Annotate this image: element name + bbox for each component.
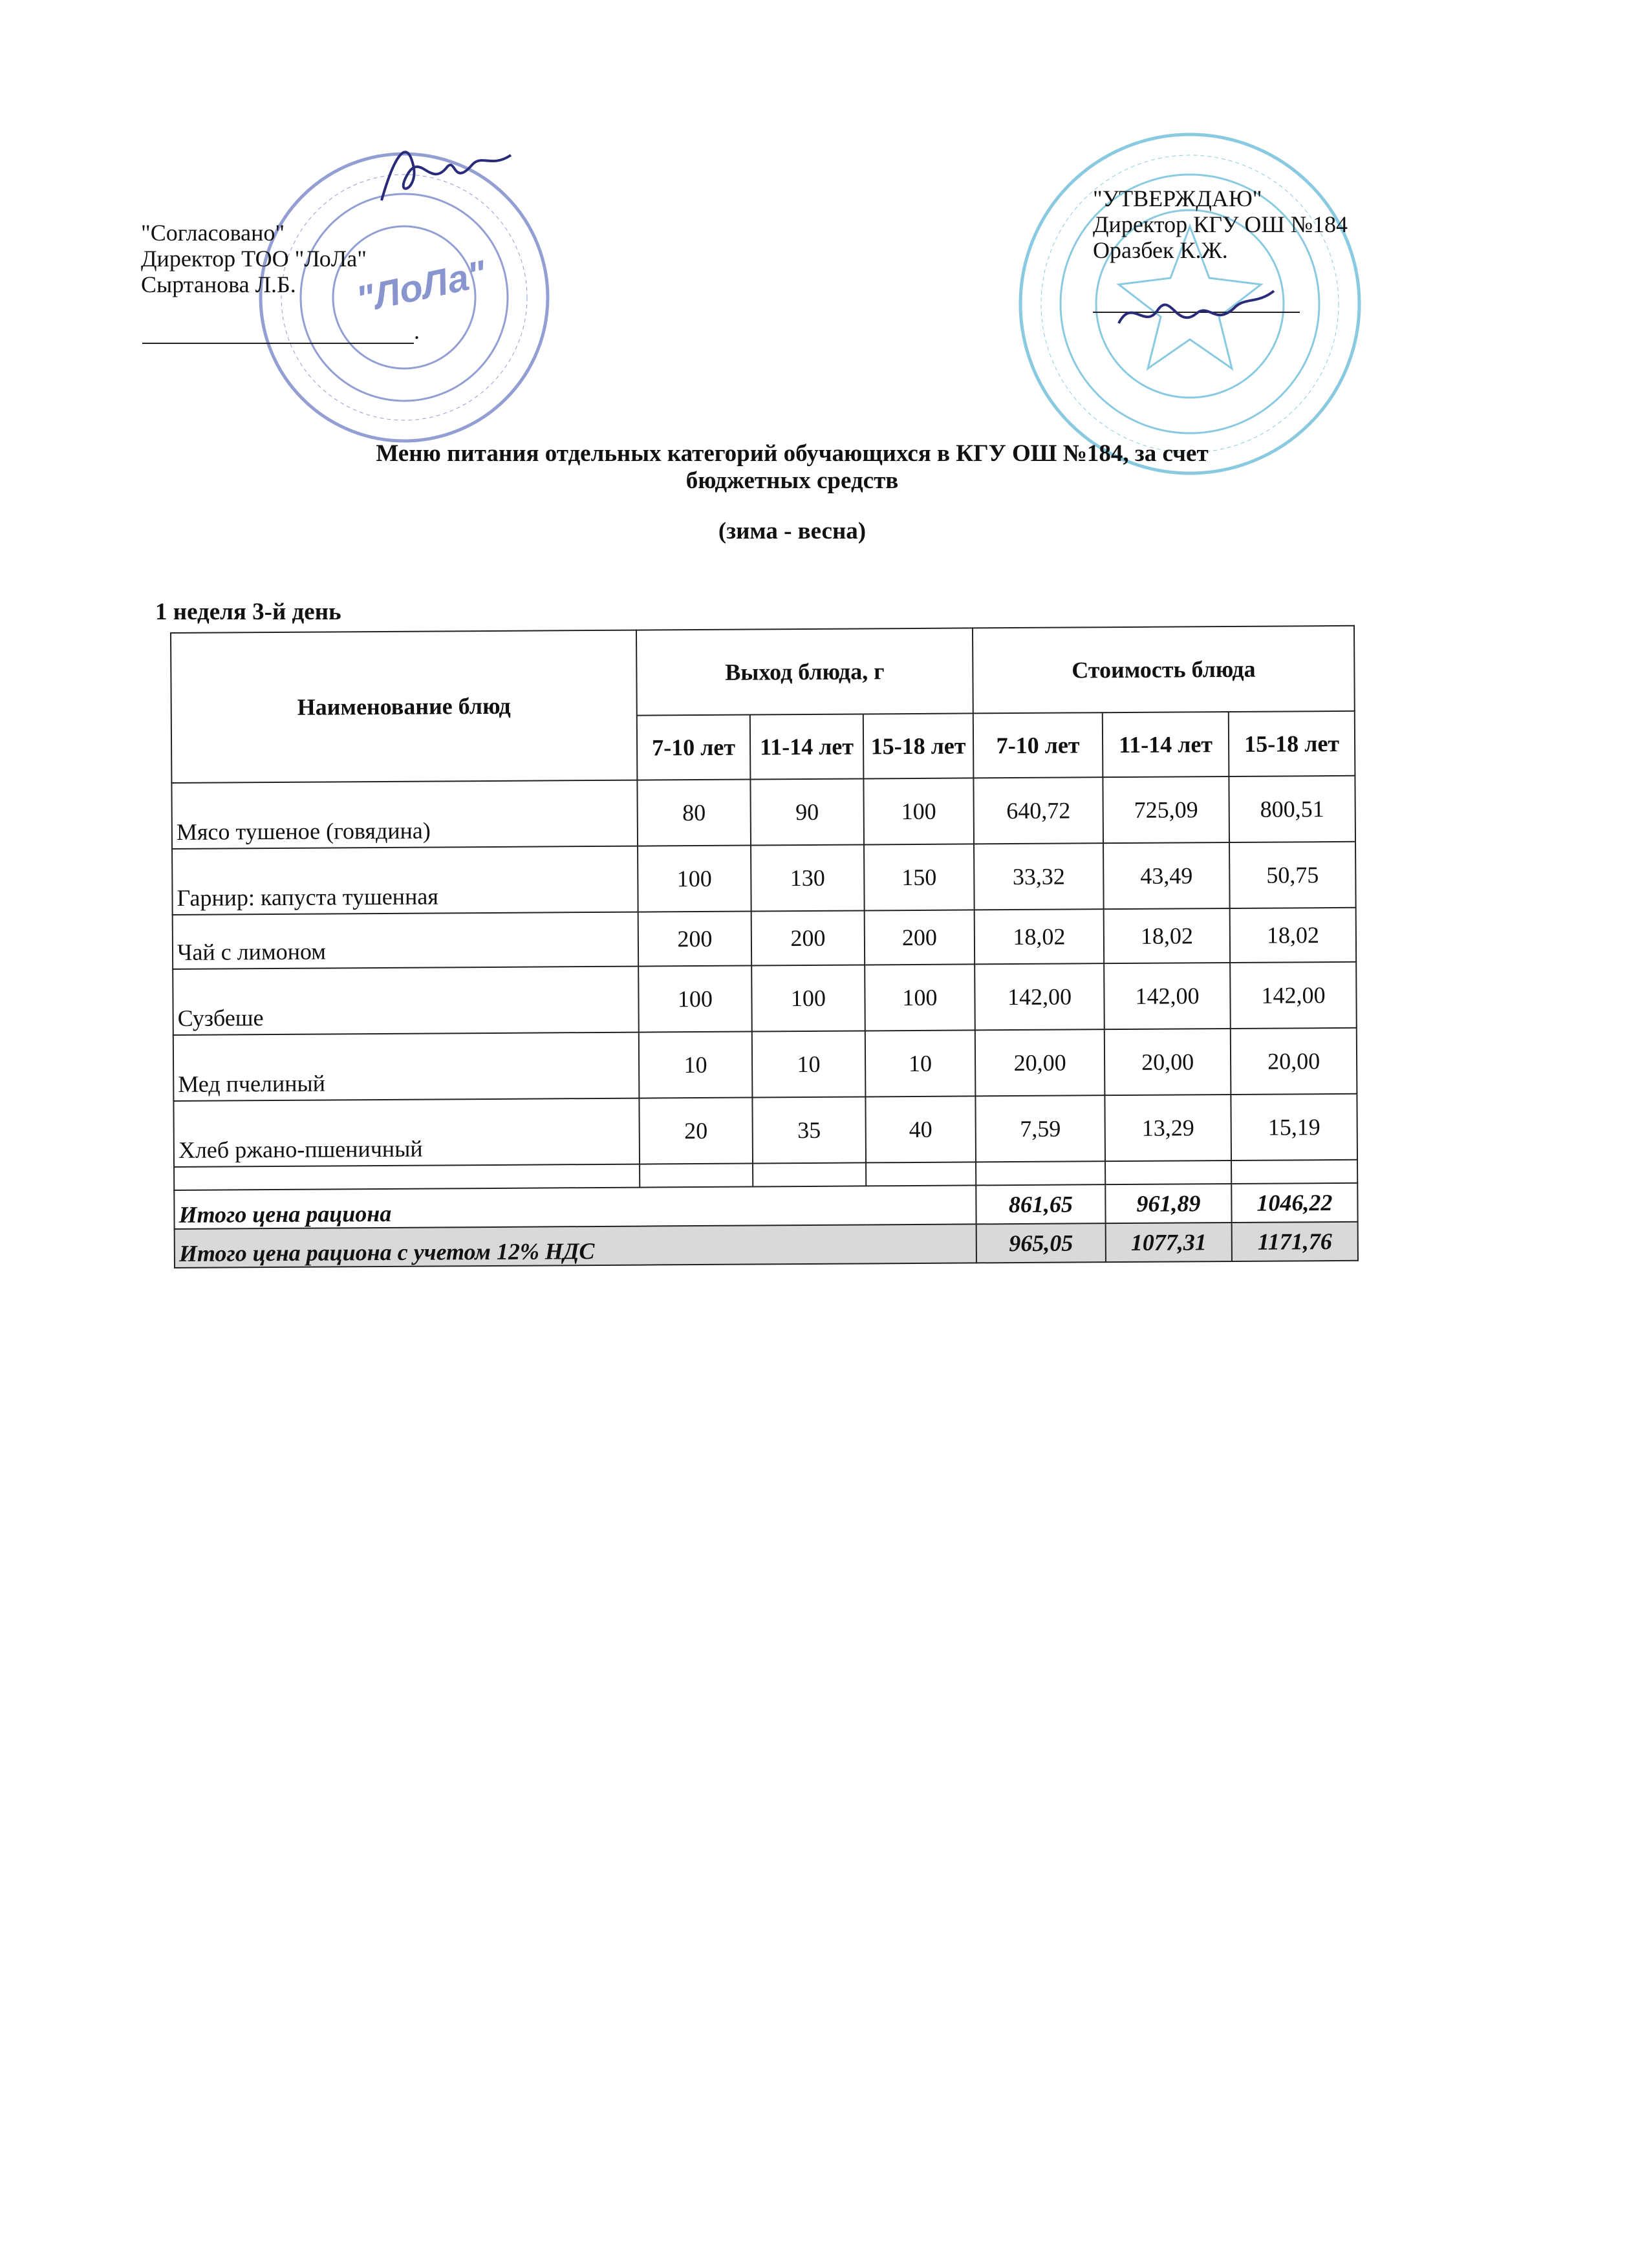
dish-name: Мед пчелиный — [173, 1032, 640, 1101]
output-15-18: 100 — [863, 778, 974, 844]
cost-15-18: 50,75 — [1229, 842, 1356, 908]
blank-cell — [753, 1162, 866, 1186]
output-11-14: 200 — [751, 910, 865, 965]
age-output-11-14: 11-14 лет — [750, 714, 864, 779]
table-row — [173, 908, 1357, 969]
output-7-10: 20 — [639, 1098, 753, 1164]
header-output: Выход блюда, г — [636, 628, 973, 715]
cost-15-18: 142,00 — [1230, 962, 1357, 1029]
header-dish-name: Наименование блюд — [171, 630, 637, 783]
output-7-10: 200 — [638, 912, 752, 967]
output-7-10: 100 — [638, 966, 752, 1032]
cost-15-18: 800,51 — [1229, 776, 1355, 842]
total-cost-11-14: 961,89 — [1105, 1184, 1231, 1223]
table-row — [171, 776, 1355, 849]
left-approval-person: Сыртанова Л.Б. — [141, 272, 296, 297]
blank-cell — [1105, 1161, 1231, 1184]
output-7-10: 10 — [639, 1032, 753, 1098]
cost-15-18: 18,02 — [1230, 908, 1357, 963]
cost-15-18: 20,00 — [1231, 1028, 1357, 1095]
table-row — [173, 1094, 1357, 1167]
output-7-10: 100 — [638, 846, 751, 912]
total-label: Итого цена рациона — [174, 1185, 976, 1229]
table-header-row — [171, 626, 1355, 718]
right-approval-position: Директор КГУ ОШ №184 — [1093, 211, 1348, 237]
output-11-14: 10 — [752, 1031, 866, 1097]
total-row — [174, 1183, 1357, 1229]
blank-cell — [1231, 1160, 1357, 1184]
output-15-18: 40 — [865, 1096, 976, 1162]
document-title-line2: бюджетных средств — [685, 467, 899, 494]
cost-7-10: 7,59 — [975, 1095, 1105, 1162]
cost-7-10: 640,72 — [973, 777, 1103, 844]
left-approval-block — [141, 220, 367, 297]
cost-7-10: 18,02 — [975, 909, 1105, 964]
dish-name: Сузбеше — [173, 967, 639, 1035]
output-11-14: 130 — [751, 844, 865, 911]
age-output-15-18: 15-18 лет — [863, 713, 974, 778]
left-approval-position: Директор ТОО "ЛоЛа" — [141, 246, 367, 272]
table-row — [173, 1028, 1357, 1101]
cost-7-10: 33,32 — [974, 843, 1104, 910]
cost-11-14: 142,00 — [1104, 963, 1231, 1029]
right-approval-heading: "УТВЕРЖДАЮ" — [1093, 186, 1262, 211]
right-signature — [1112, 278, 1280, 349]
left-approval-heading: "Согласовано" — [141, 220, 285, 246]
age-cost-11-14: 11-14 лет — [1103, 712, 1229, 777]
total-cost-7-10: 861,65 — [976, 1184, 1105, 1224]
cost-11-14: 13,29 — [1105, 1095, 1231, 1161]
document-season: (зима - весна) — [718, 518, 867, 544]
dish-name: Гарнир: капуста тушенная — [172, 846, 638, 915]
blank-cell — [640, 1164, 753, 1188]
output-15-18: 10 — [865, 1030, 976, 1097]
header-cost: Стоимость блюда — [973, 626, 1355, 714]
cost-11-14: 18,02 — [1104, 908, 1231, 963]
cost-11-14: 43,49 — [1103, 842, 1230, 909]
age-cost-15-18: 15-18 лет — [1229, 711, 1355, 776]
dish-name: Чай с лимоном — [173, 912, 638, 969]
total-vat-cost-7-10: 965,05 — [976, 1223, 1106, 1263]
dish-name: Мясо тушеное (говядина) — [171, 780, 638, 849]
blank-cell — [976, 1161, 1105, 1185]
dish-name: Хлеб ржано-пшеничный — [173, 1098, 640, 1167]
blank-cell — [174, 1164, 640, 1190]
total-vat-row — [175, 1222, 1358, 1268]
total-cost-15-18: 1046,22 — [1231, 1183, 1357, 1223]
blank-cell — [866, 1162, 976, 1186]
table-row — [172, 842, 1356, 915]
output-11-14: 100 — [751, 965, 865, 1031]
left-signature-line — [142, 343, 414, 344]
total-vat-cost-15-18: 1171,76 — [1232, 1222, 1358, 1261]
output-11-14: 35 — [752, 1097, 866, 1163]
age-output-7-10: 7-10 лет — [637, 715, 751, 780]
day-label: 1 неделя 3-й день — [155, 599, 341, 625]
cost-7-10: 20,00 — [975, 1029, 1105, 1096]
cost-11-14: 725,09 — [1103, 776, 1229, 843]
total-vat-label: Итого цена рациона с учетом 12% НДС — [175, 1224, 976, 1268]
output-15-18: 200 — [865, 910, 975, 965]
table-row — [173, 962, 1357, 1035]
left-stamp-center-text: "ЛоЛа" — [352, 252, 490, 321]
right-approval-block — [1093, 186, 1348, 263]
cost-11-14: 20,00 — [1105, 1029, 1231, 1095]
output-11-14: 90 — [750, 778, 864, 845]
output-7-10: 80 — [637, 780, 751, 846]
right-approval-person: Оразбек К.Ж. — [1093, 237, 1228, 263]
document-title-line1: Меню питания отдельных категорий обучающихся в КГУ ОШ №184, за счет — [376, 440, 1209, 467]
output-15-18: 100 — [865, 964, 975, 1031]
cost-7-10: 142,00 — [975, 963, 1105, 1030]
left-signature — [369, 129, 517, 220]
output-15-18: 150 — [864, 844, 975, 910]
left-signature-dot: . — [414, 318, 420, 344]
age-cost-7-10: 7-10 лет — [973, 712, 1103, 778]
total-vat-cost-11-14: 1077,31 — [1106, 1223, 1232, 1262]
cost-15-18: 15,19 — [1231, 1094, 1357, 1161]
menu-table — [170, 625, 1359, 1268]
